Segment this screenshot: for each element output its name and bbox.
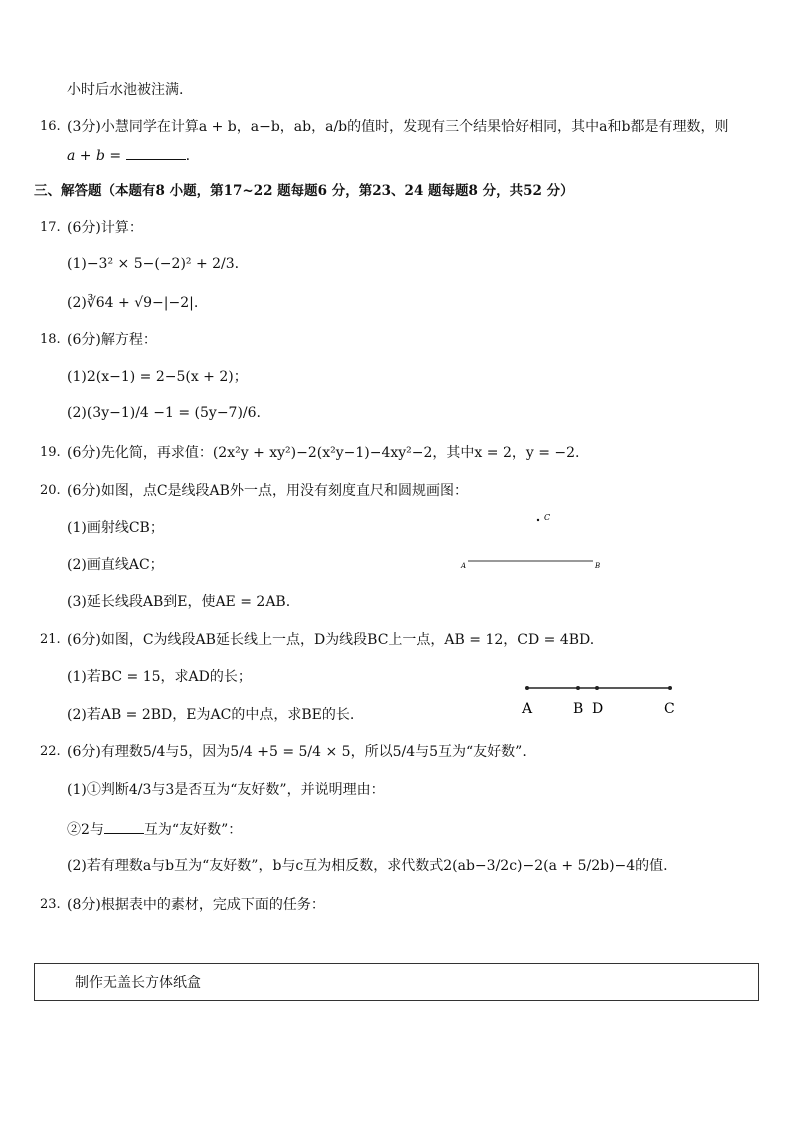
material-table: [34, 963, 759, 1001]
question-17-part-1: (1)−3² × 5−(−2)² + 2/3.: [67, 256, 240, 272]
point-a-label: A: [522, 701, 533, 717]
line-continuation: 小时后水池被注满.: [67, 82, 184, 98]
question-22-part-1: (1)①判断4/3与3是否互为“友好数”，并说明理由：: [67, 782, 385, 798]
section-3-heading: 三、解答题（本题有8 小题，第17~22 题每题6 分，第23、24 题每题8 分，共52 分）: [34, 183, 574, 199]
point-c-dot: [668, 686, 672, 690]
question-17-text: (6分)计算：: [67, 220, 143, 236]
point-c-label: C: [544, 513, 551, 522]
point-c-dot: [537, 519, 539, 521]
point-a-dot: [525, 686, 529, 690]
question-21-part-2: (2)若AB = 2BD，E为AC的中点，求BE的长.: [67, 707, 355, 723]
figure-20-diagram: [455, 505, 615, 575]
question-19-text: (6分)先化简，再求值：(2x²y + xy²)−2(x²y−1)−4xy²−2，其中x = 2，y = −2.: [67, 445, 580, 461]
point-b-label: B: [595, 562, 601, 570]
question-22-part-2: [67, 819, 242, 840]
question-21-part-1: (1)若BC = 15，求AD的长；: [67, 669, 252, 685]
question-22-text: (6分)有理数5/4与5，因为5/4 +5 = 5/4 × 5，所以5/4与5互为“友好数”.: [67, 744, 527, 760]
point-b-dot: [576, 686, 580, 690]
question-18-part-2: (2)(3y−1)/4 −1 = (5y−7)/6.: [67, 405, 262, 421]
question-22-part-2-prefix: ②2与: [67, 822, 104, 838]
point-d-dot: [595, 686, 599, 690]
question-20-part-1: (1)画射线CB；: [67, 520, 164, 536]
point-d-label: D: [592, 701, 604, 717]
point-c-label: C: [664, 701, 675, 717]
question-16-text: (3分)小慧同学在计算a + b，a−b，ab，a/b的值时，发现有三个结果恰好相同，其中a和b都是有理数，则: [67, 119, 729, 135]
point-b-label: B: [573, 701, 584, 717]
question-17-number: 17.: [40, 220, 61, 235]
question-22-part-3: (2)若有理数a与b互为“友好数”，b与c互为相反数，求代数式2(ab−3/2c)−2(a + 5/2b)−4的值.: [67, 858, 668, 874]
question-23-number: 23.: [40, 897, 61, 912]
question-22-part-2-suffix: 互为“友好数”：: [143, 822, 243, 838]
answer-blank[interactable]: [104, 819, 144, 834]
question-16-answer-label: a + b =: [67, 148, 122, 164]
question-18-part-1: (1)2(x−1) = 2−5(x + 2)；: [67, 369, 248, 385]
question-17-part-2: (2)∛64 + √9−|−2|.: [67, 295, 199, 311]
question-19-number: 19.: [40, 445, 61, 460]
answer-blank[interactable]: [126, 145, 186, 160]
question-20-part-3: (3)延长线段AB到E，使AE = 2AB.: [67, 594, 291, 610]
question-22-number: 22.: [40, 744, 61, 759]
point-a-label: A: [461, 562, 467, 570]
question-20-text: (6分)如图，点C是线段AB外一点，用没有刻度直尺和圆规画图：: [67, 483, 468, 499]
question-16-number: 16.: [40, 119, 61, 134]
question-21-text: (6分)如图，C为线段AB延长线上一点，D为线段BC上一点，AB = 12，CD = 4BD.: [67, 632, 595, 648]
question-23-text: (8分)根据表中的素材，完成下面的任务：: [67, 897, 325, 913]
question-16-answer: a + b = .: [67, 145, 190, 166]
material-table-title: 制作无盖长方体纸盒: [75, 975, 201, 991]
question-18-text: (6分)解方程：: [67, 332, 157, 348]
question-21-number: 21.: [40, 632, 61, 647]
question-20-number: 20.: [40, 483, 61, 498]
figure-21-diagram: [515, 678, 685, 720]
question-18-number: 18.: [40, 332, 61, 347]
question-20-part-2: (2)画直线AC；: [67, 557, 164, 573]
